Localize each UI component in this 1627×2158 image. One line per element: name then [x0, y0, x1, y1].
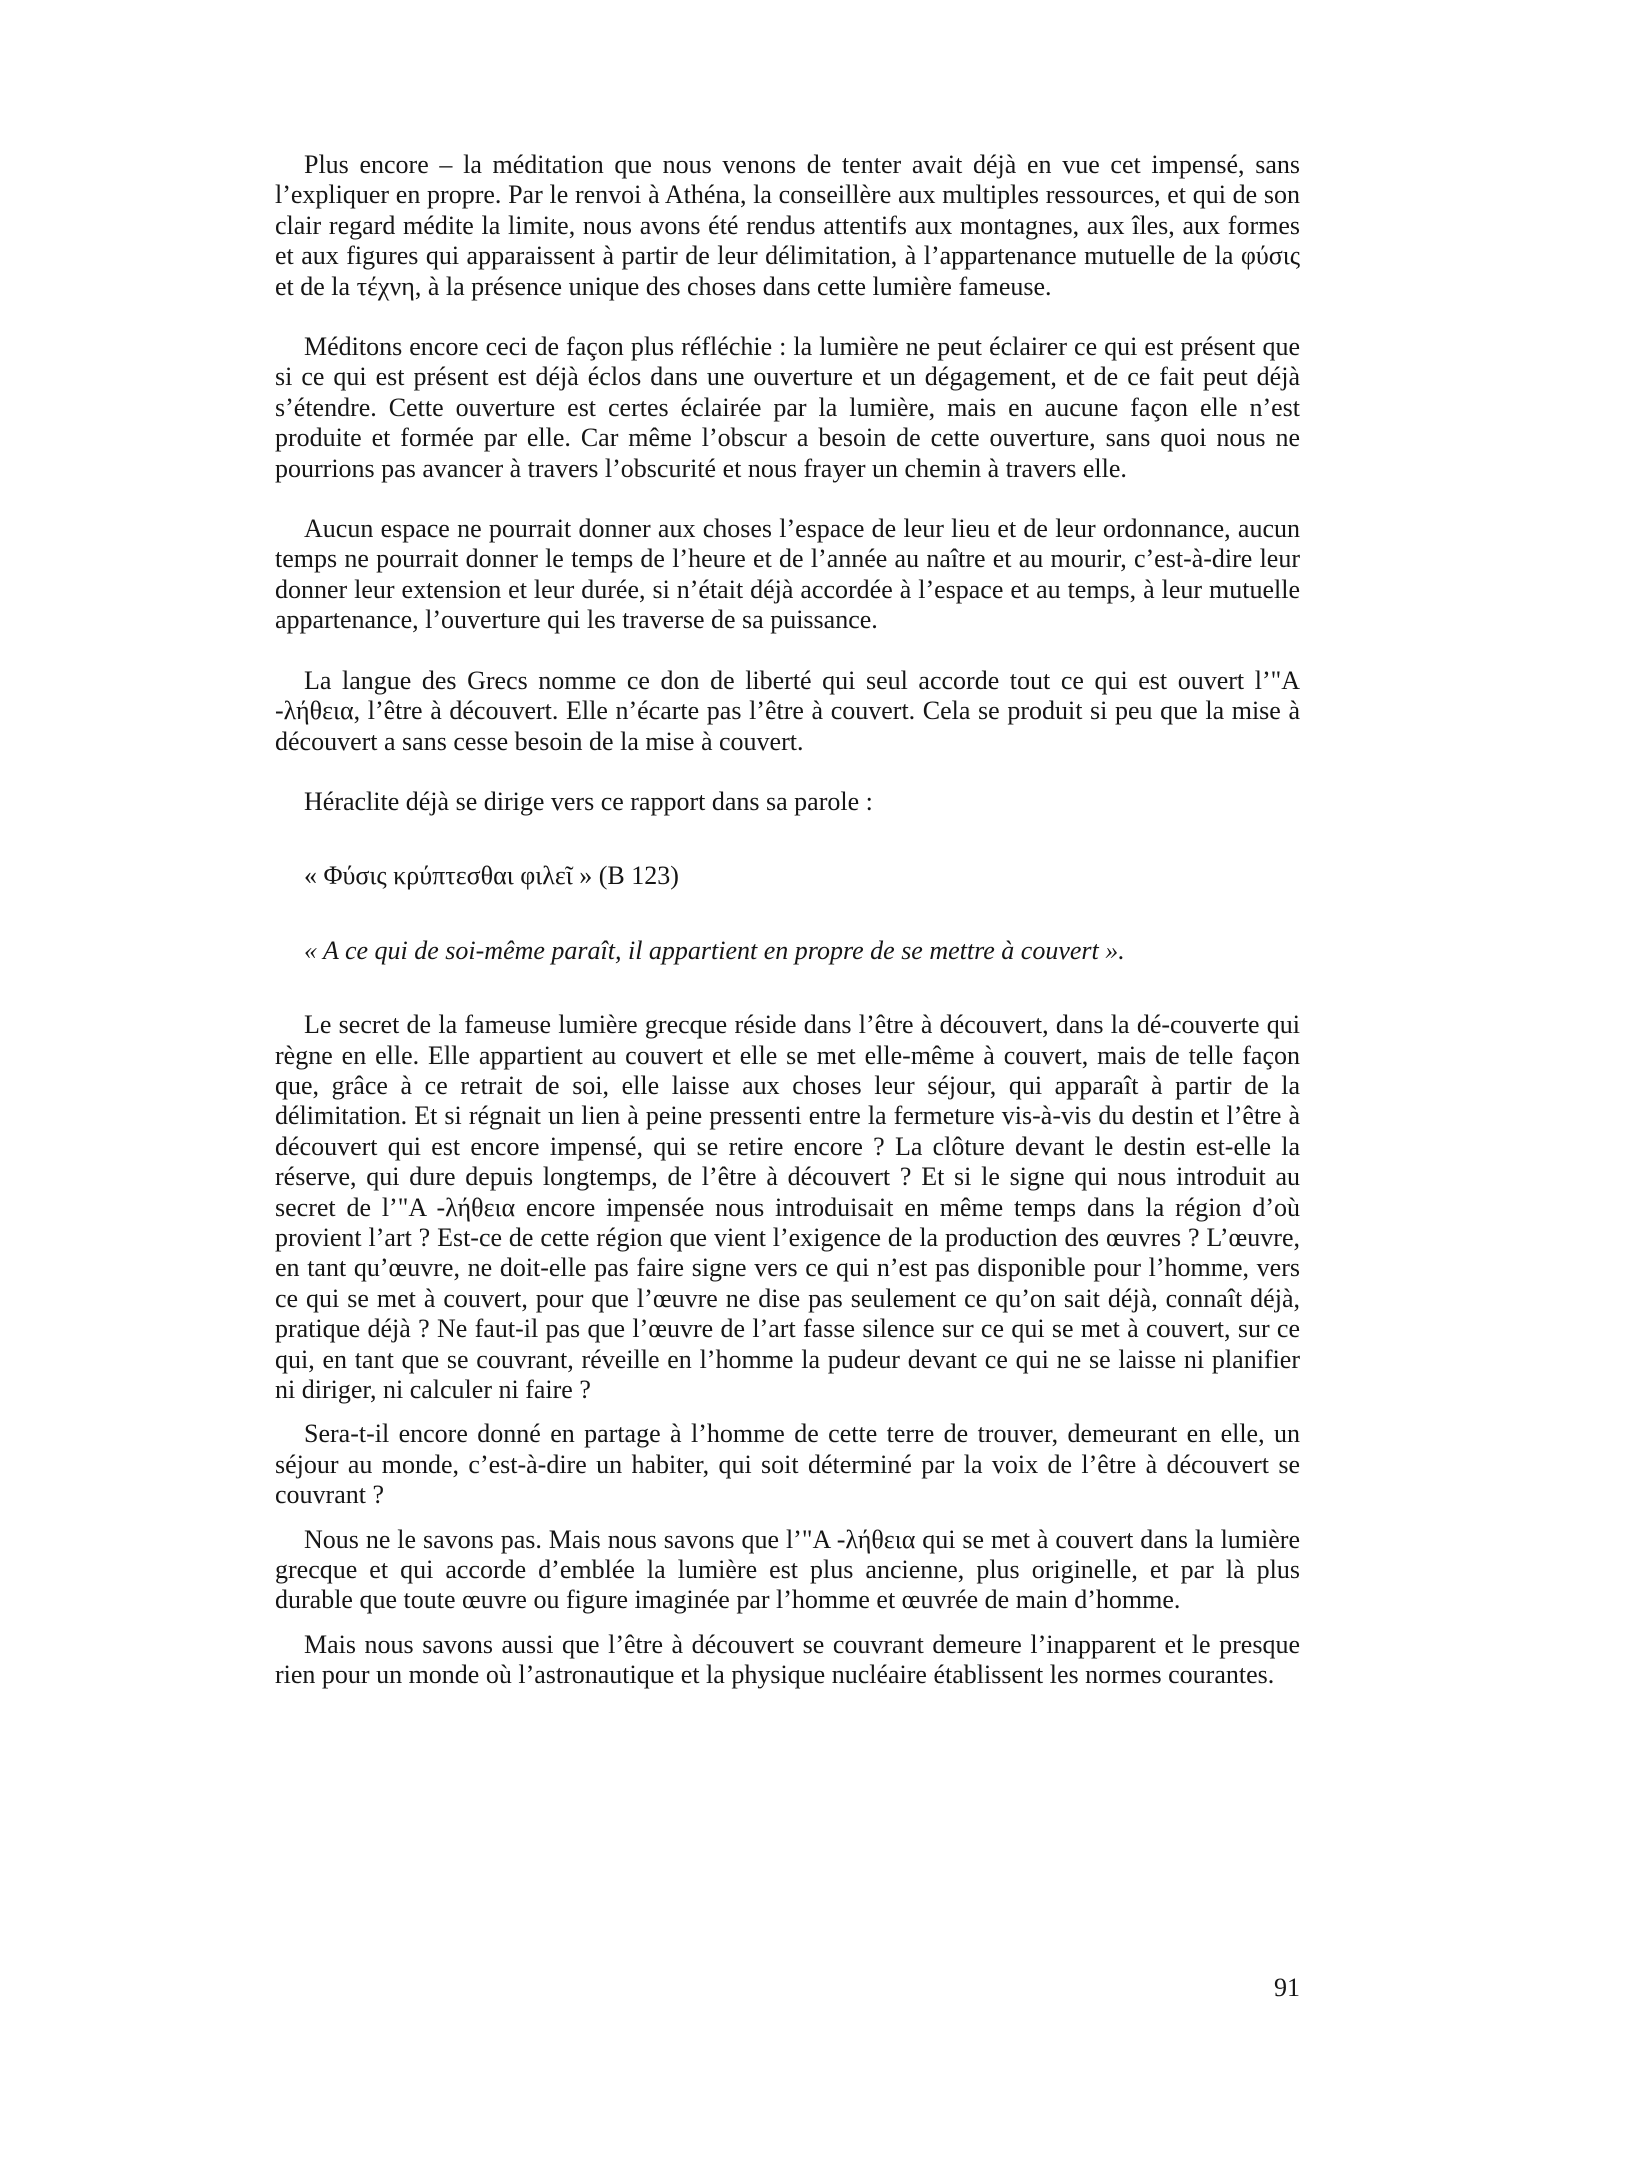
quote-translation: « A ce qui de soi-même paraît, il appartient en propre de se mettre à couvert ».: [304, 935, 1125, 965]
paragraph-5: Le secret de la fameuse lumière grecque réside dans l’être à découvert, dans la dé-couverte qui règne en elle. Elle appartient au couvert et elle se met elle-même à couvert, mais de telle façon que, grâce à ce retrait de soi, elle laisse aux choses leur séjour, qui apparaît à partir de la délimitation. Et si régnait un lien à peine pressenti entre la fermeture vis-à-vis du destin et l’être à découvert qui est encore impensé, qui se retire encore ? La clôture devant le destin est-elle la réserve, qui dure depuis longtemps, de l’être à découvert ? Et si le signe qui nous introduit au secret de l’"Α -λήθεια encore impensée nous introduisait en même temps dans la région d’où provient l’art ? Est-ce de cette région que vient l’exigence de la production des œuvres ? L’œuvre, en tant qu’œuvre, ne doit-elle pas faire signe vers ce qui n’est pas disponible pour l’homme, vers ce qui se met à couvert, pour que l’œuvre ne dise pas seulement ce qu’on sait déjà, connaît déjà, pratique déjà ? Ne faut-il pas que l’œuvre de l’art fasse silence sur ce qui se met à couvert, sur ce qui, en tant que se couvrant, réveille en l’homme la pudeur devant ce qui ne se laisse ni planifier ni diriger, ni calculer ni faire ?: [275, 1010, 1300, 1404]
quote-greek: « Φύσις κρύπτεσθαι φιλεῖ » (B 123): [304, 861, 679, 891]
paragraph-6: Sera-t-il encore donné en partage à l’homme de cette terre de trouver, demeurant en elle, un séjour au monde, c’est-à-dire un habiter, qui soit déterminé par la voix de l’être à découvert se couvrant ?: [275, 1419, 1300, 1510]
text-column: [275, 150, 1300, 1691]
paragraph-7: Nous ne le savons pas. Mais nous savons que l’"Α -λήθεια qui se met à couvert dans la lumière grecque et qui accorde d’emblée la lumière est plus ancienne, plus originelle, et par là plus durable que toute œuvre ou figure imaginée par l’homme et œuvrée de main d’homme.: [275, 1524, 1300, 1615]
page-number: 91: [1274, 1973, 1300, 2002]
paragraph-4: La langue des Grecs nomme ce don de liberté qui seul accorde tout ce qui est ouvert l’"Α -λήθεια, l’être à découvert. Elle n’écarte pas l’être à couvert. Cela se produit si peu que la mise à découvert a sans cesse besoin de la mise à couvert.: [275, 665, 1300, 756]
paragraph-8: Mais nous savons aussi que l’être à découvert se couvrant demeure l’inapparent et le presque rien pour un monde où l’astronautique et la physique nucléaire établissent les normes courantes.: [275, 1629, 1300, 1690]
paragraph-2: Méditons encore ceci de façon plus réfléchie : la lumière ne peut éclairer ce qui est présent que si ce qui est présent est déjà éclos dans une ouverture et un dégagement, et de ce fait peut déjà s’étendre. Cette ouverture est certes éclairée par la lumière, mais en aucune façon elle n’est produite et formée par elle. Car même l’obscur a besoin de cette ouverture, sans quoi nous ne pourrions pas avancer à travers l’obscurité et nous frayer un chemin à travers elle.: [275, 332, 1300, 483]
paragraph-3: Aucun espace ne pourrait donner aux choses l’espace de leur lieu et de leur ordonnance, aucun temps ne pourrait donner le temps de l’heure et de l’année au naître et au mourir, c’est-à-dire leur donner leur extension et leur durée, si n’était déjà accordée à l’espace et au temps, à leur mutuelle appartenance, l’ouverture qui les traverse de sa puissance.: [275, 514, 1300, 635]
paragraph-1: Plus encore – la méditation que nous venons de tenter avait déjà en vue cet impensé, sans l’expliquer en propre. Par le renvoi à Athéna, la conseillère aux multiples ressources, et qui de son clair regard médite la limite, nous avons été rendus attentifs aux montagnes, aux îles, aux formes et aux figures qui apparaissent à partir de leur délimitation, à l’appartenance mutuelle de la φύσις et de la τέχνη, à la présence unique des choses dans cette lumière fameuse.: [275, 150, 1300, 301]
quote-intro: Héraclite déjà se dirige vers ce rapport dans sa parole :: [304, 786, 873, 816]
